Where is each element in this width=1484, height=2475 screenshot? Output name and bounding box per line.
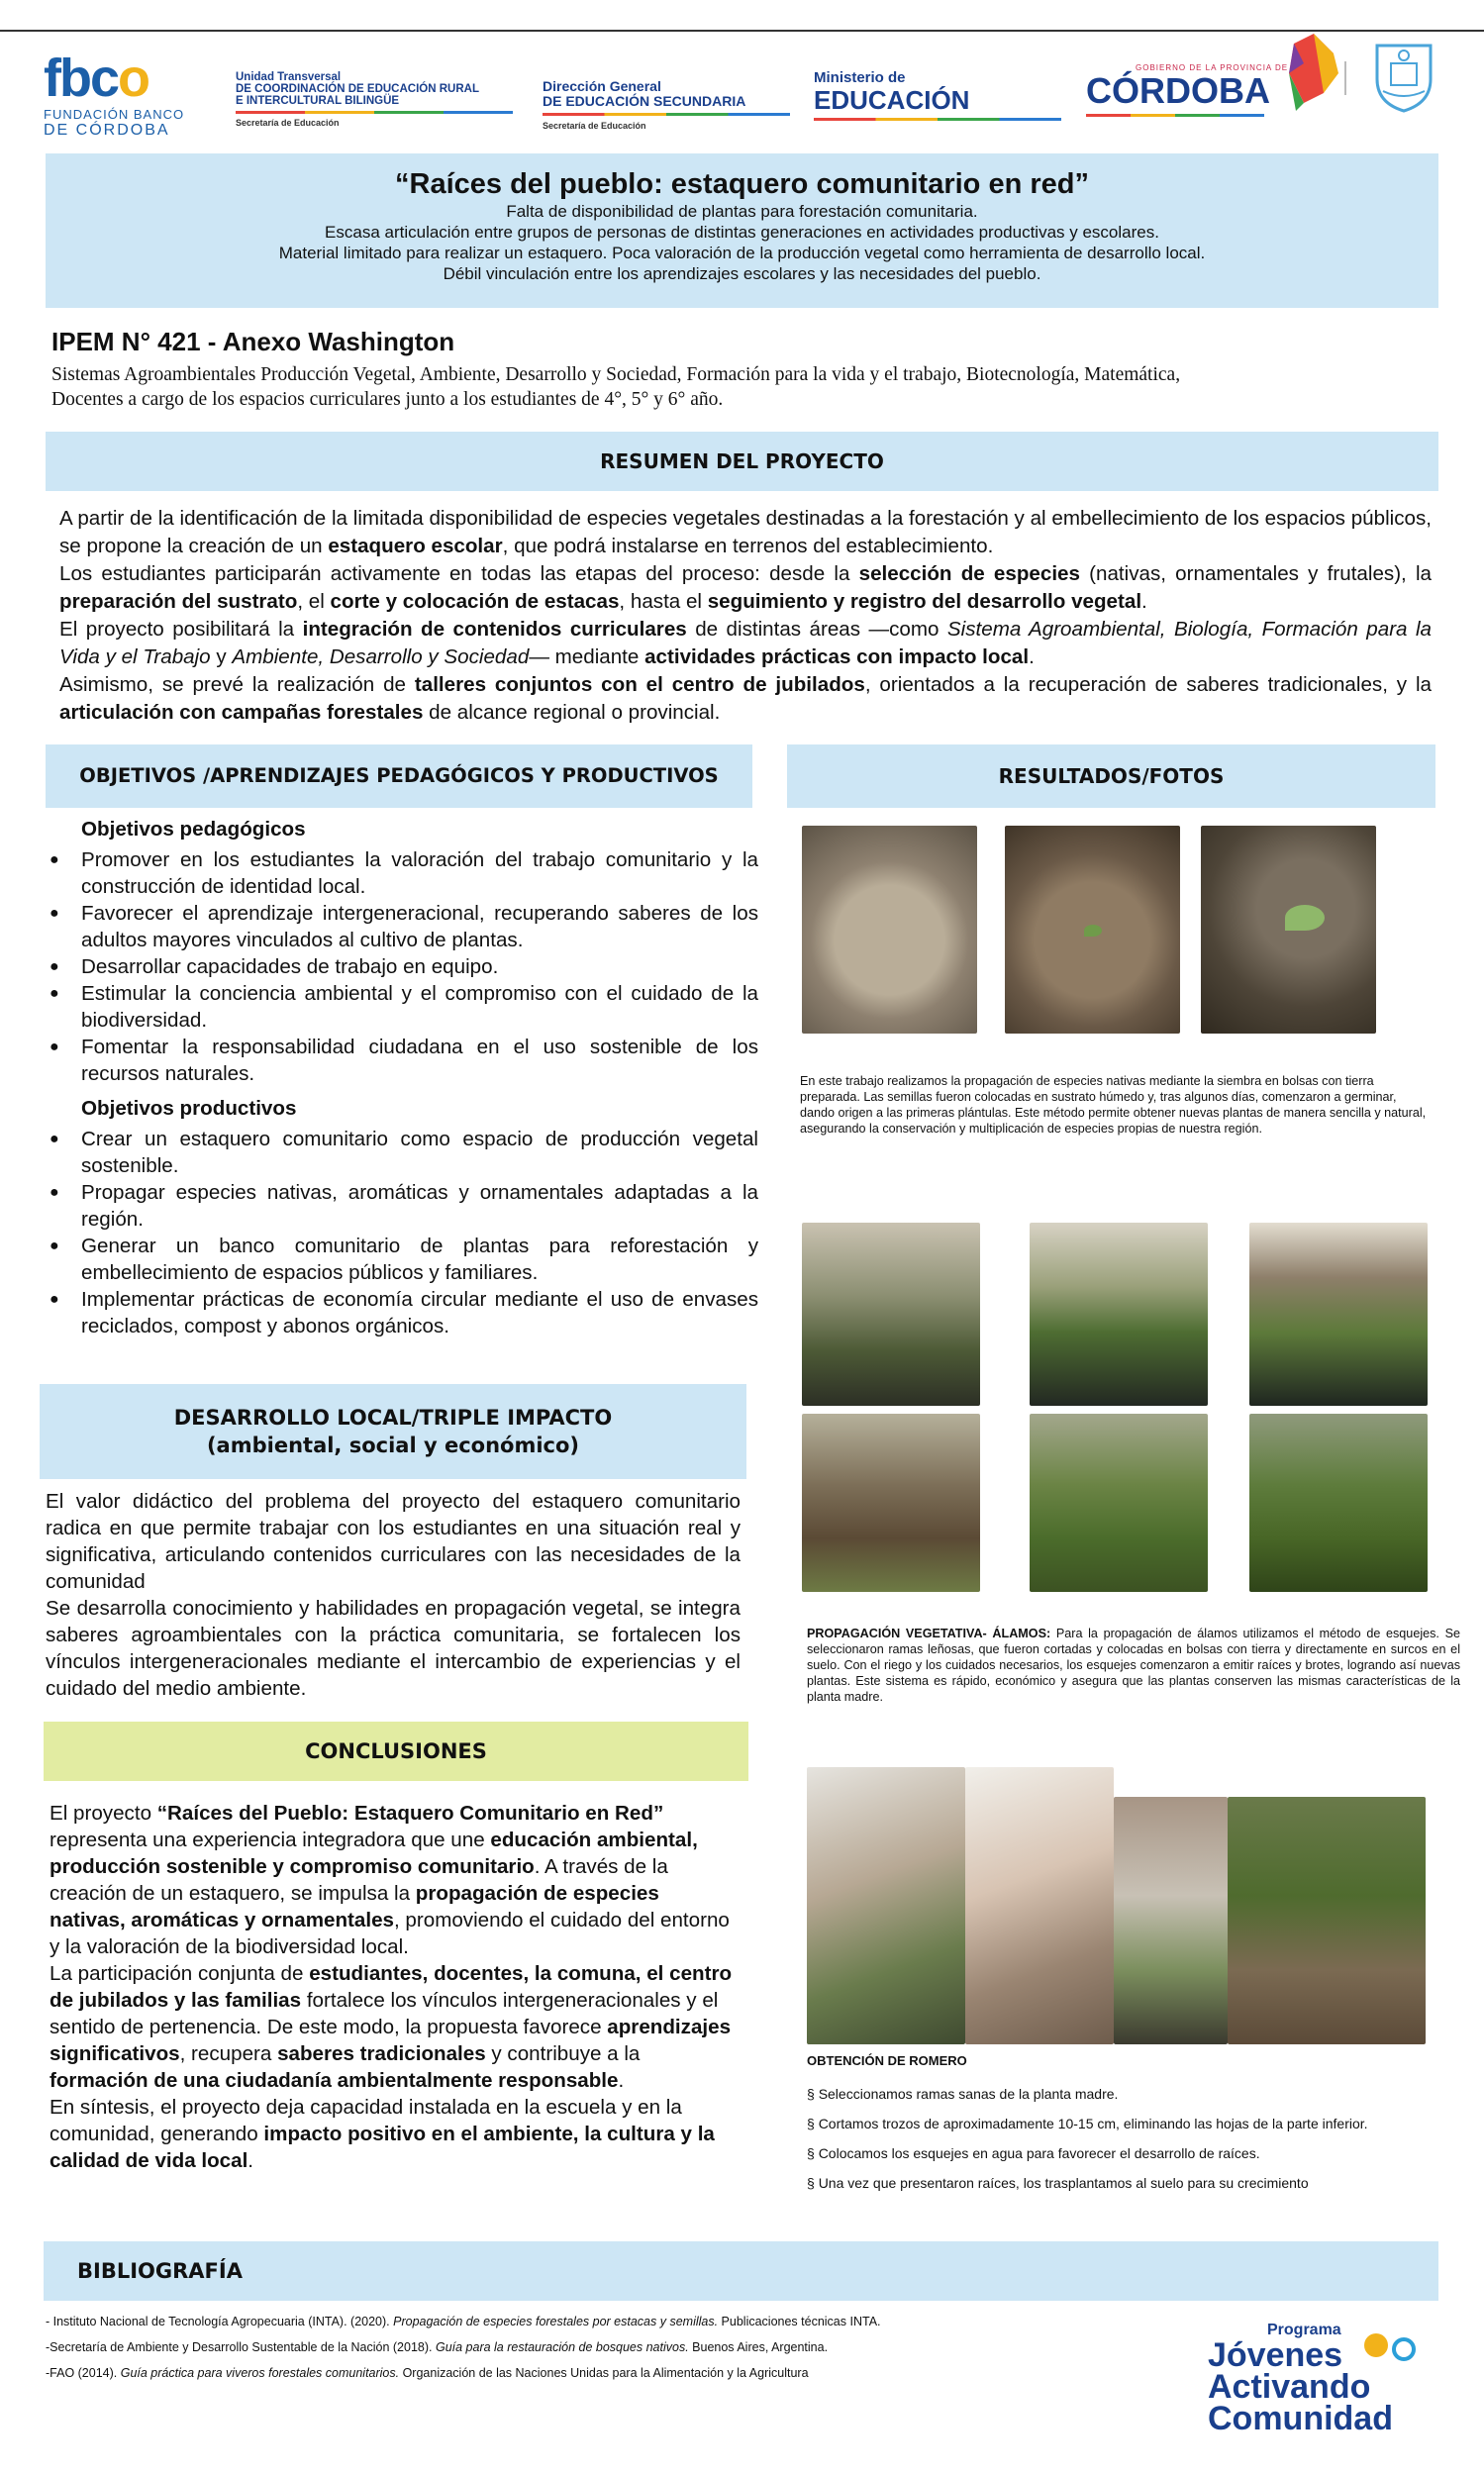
title-box bbox=[46, 153, 1438, 308]
seedling-icon bbox=[1084, 925, 1102, 937]
desarrollo-text bbox=[46, 1488, 741, 1702]
alamos-caption bbox=[807, 1626, 1460, 1705]
bibliografia-header: BIBLIOGRAFÍA bbox=[44, 2241, 1438, 2301]
programa-line2: Jóvenes bbox=[1208, 2336, 1343, 2374]
programa-logo bbox=[1208, 2322, 1445, 2460]
direccion-stripe bbox=[543, 113, 790, 116]
resumen-paragraph-1: A partir de la identificación de la limitada disponibilidad de especies vegetales destinadas a la forestación y al embellecimiento de los espacios públicos, se propone la creación de un estaquero escolar, que podrá instalarse en terrenos del establecimiento. bbox=[59, 507, 1432, 557]
list-item: ● Fomentar la responsabilidad ciudadana en el uso sostenible de los recursos naturales. bbox=[49, 1034, 758, 1087]
poster-title: “Raíces del pueblo: estaquero comunitario en red” bbox=[395, 168, 1089, 200]
school-details bbox=[51, 362, 1437, 412]
objetivos-productivos-list bbox=[49, 1126, 758, 1339]
cutting-photo-1 bbox=[802, 1223, 980, 1406]
direccion-line2: DE EDUCACIÓN SECUNDARIA bbox=[543, 93, 746, 109]
seedling-icon bbox=[1285, 905, 1325, 931]
seed-bag-photo-2 bbox=[1005, 826, 1180, 1034]
unidad-line3: E INTERCULTURAL BILINGÜE bbox=[236, 95, 400, 107]
furrow-photo-2 bbox=[1030, 1414, 1208, 1592]
list-item: ● Estimular la conciencia ambiental y el compromiso con el cuidado de la biodiversidad. bbox=[49, 980, 758, 1034]
programa-line4: Comunidad bbox=[1208, 2400, 1393, 2437]
desarrollo-header-line2: (ambiental, social y económico) bbox=[206, 1434, 580, 1457]
fbc-logo bbox=[44, 51, 192, 141]
romero-photo-4 bbox=[1228, 1797, 1426, 2044]
conclusiones-paragraph-2: La participación conjunta de estudiantes, docentes, la comuna, el centro de jubilados y las familias fortalece los vínculos intergeneracionales y el sentido de pertenencia. De este modo, la propuesta favorece aprendizajes significativos, recupera saberes tradicionales y contribuye a la formación de una ciudadanía ambientalmente responsable. bbox=[49, 1962, 733, 2092]
romero-title: OBTENCIÓN DE ROMERO bbox=[807, 2053, 967, 2068]
desarrollo-header bbox=[40, 1384, 746, 1479]
cordoba-line1: GOBIERNO DE LA PROVINCIA DE bbox=[1136, 63, 1289, 72]
ministerio-logo bbox=[814, 69, 1061, 121]
objetivos-pedagogicos-title: Objetivos pedagógicos bbox=[81, 818, 306, 841]
fbc-logo-o: o bbox=[118, 49, 148, 108]
conclusiones-text bbox=[49, 1800, 741, 2174]
romero-photo-1 bbox=[807, 1767, 965, 2044]
romero-photo-2 bbox=[965, 1767, 1114, 2044]
unidad-line1: Unidad Transversal bbox=[236, 71, 342, 83]
list-item: ● Favorecer el aprendizaje intergeneracional, recuperando saberes de los adultos mayores vinculados al cultivo de plantas. bbox=[49, 900, 758, 953]
list-item: ● Crear un estaquero comunitario como espacio de producción vegetal sostenible. bbox=[49, 1126, 758, 1179]
objetivos-section bbox=[49, 812, 758, 1339]
fbc-logo-main: fbc bbox=[44, 49, 118, 108]
conclusiones-header: CONCLUSIONES bbox=[44, 1722, 748, 1781]
problem-line-4: Débil vinculación entre los aprendizajes escolares y las necesidades del pueblo. bbox=[443, 264, 1041, 283]
unidad-line2: DE COORDINACIÓN DE EDUCACIÓN RURAL bbox=[236, 83, 479, 95]
objetivos-productivos-title: Objetivos productivos bbox=[81, 1097, 297, 1120]
ministerio-line1: Ministerio de bbox=[814, 69, 906, 86]
list-item: § Cortamos trozos de aproximadamente 10-15 cm, eliminando las hojas de la parte inferior. bbox=[807, 2109, 1460, 2138]
unidad-line4: Secretaría de Educación bbox=[236, 118, 340, 128]
list-item: ● Implementar prácticas de economía circular mediante el uso de envases reciclados, compost y abonos orgánicos. bbox=[49, 1286, 758, 1339]
alamos-caption-title: PROPAGACIÓN VEGETATIVA- ÁLAMOS: bbox=[807, 1627, 1051, 1640]
list-item: ● Desarrollar capacidades de trabajo en equipo. bbox=[49, 953, 758, 980]
logo-divider bbox=[1344, 61, 1346, 95]
cordoba-line2: CÓRDOBA bbox=[1086, 70, 1270, 111]
direccion-line3: Secretaría de Educación bbox=[543, 121, 646, 131]
cordoba-logo bbox=[1086, 63, 1324, 117]
lightbulb-icon bbox=[1356, 2327, 1426, 2367]
cutting-photo-3 bbox=[1249, 1223, 1428, 1406]
resumen-header: RESUMEN DEL PROYECTO bbox=[46, 432, 1438, 491]
seed-bag-photo-3 bbox=[1201, 826, 1376, 1034]
direccion-line1: Dirección General bbox=[543, 78, 661, 94]
desarrollo-paragraph-1: El valor didáctico del problema del proyecto del estaquero comunitario radica en que permite trabajar con los estudiantes en una situación real y significativa, articulando contenidos curriculares con las necesidades de la comunidad bbox=[46, 1490, 741, 1593]
resumen-text bbox=[59, 505, 1432, 727]
furrow-photo-1 bbox=[802, 1414, 980, 1592]
school-name: IPEM N° 421 - Anexo Washington bbox=[51, 327, 455, 356]
fbc-logo-line1: FUNDACIÓN BANCO bbox=[44, 107, 185, 122]
cutting-photo-2 bbox=[1030, 1223, 1208, 1406]
reference-3: -FAO (2014). Guía práctica para viveros forestales comunitarios. Organización de las Naciones Unidas para la Alimentación y la Agricultura bbox=[46, 2366, 809, 2380]
conclusiones-paragraph-1: El proyecto “Raíces del Pueblo: Estaquero Comunitario en Red” representa una experiencia integradora que une educación ambiental, producción sostenible y compromiso comunitario. A través de la creación de un estaquero, se impulsa la propagación de especies nativas, aromáticas y ornamentales, promoviendo el cuidado del entorno y la valoración de la biodiversidad local. bbox=[49, 1802, 730, 1958]
programa-line1: Programa bbox=[1267, 2322, 1341, 2338]
reference-1: - Instituto Nacional de Tecnología Agropecuaria (INTA). (2020). Propagación de especies forestales por estacas y semillas. Publicaciones técnicas INTA. bbox=[46, 2315, 881, 2328]
conclusiones-paragraph-3: En síntesis, el proyecto deja capacidad instalada en la escuela y en la comunidad, generando impacto positivo en el ambiente, la cultura y la calidad de vida local. bbox=[49, 2096, 715, 2172]
list-item: § Seleccionamos ramas sanas de la planta madre. bbox=[807, 2079, 1460, 2109]
list-item: ● Propagar especies nativas, aromáticas y ornamentales adaptadas a la región. bbox=[49, 1179, 758, 1233]
objetivos-pedagogicos-list bbox=[49, 846, 758, 1087]
problem-line-2: Escasa articulación entre grupos de personas de distintas generaciones en actividades productivas y escolares. bbox=[325, 223, 1159, 242]
resumen-paragraph-3: El proyecto posibilitará la integración de contenidos curriculares de distintas áreas —como Sistema Agroambiental, Biología, Formación para la Vida y el Trabajo y Ambiente, Desarrollo y Sociedad— mediante actividades prácticas con impacto local. bbox=[59, 618, 1432, 668]
cordoba-emblem-icon bbox=[1284, 34, 1341, 113]
list-item: § Colocamos los esquejes en agua para favorecer el desarrollo de raíces. bbox=[807, 2138, 1460, 2168]
unidad-transversal-logo bbox=[236, 71, 513, 129]
problem-line-3: Material limitado para realizar un estaquero. Poca valoración de la producción vegetal como herramienta de desarrollo local. bbox=[278, 244, 1206, 262]
desarrollo-header-line1: DESARROLLO LOCAL/TRIPLE IMPACTO bbox=[173, 1406, 613, 1430]
programa-line3: Activando bbox=[1208, 2368, 1371, 2406]
desarrollo-paragraph-2: Se desarrolla conocimiento y habilidades en propagación vegetal, se integra saberes agroambientales con la práctica comunitaria, se fortalecen los vínculos intergeneracionales mediante el intercambio de experiencias y el cuidado del medio ambiente. bbox=[46, 1597, 741, 1700]
seed-bag-photo-1 bbox=[802, 826, 977, 1034]
furrow-photo-3 bbox=[1249, 1414, 1428, 1592]
ministerio-stripe bbox=[814, 118, 1061, 121]
list-item: ● Promover en los estudiantes la valoración del trabajo comunitario y la construcción de identidad local. bbox=[49, 846, 758, 900]
objetivos-header: OBJETIVOS /APRENDIZAJES PEDAGÓGICOS Y PRODUCTIVOS bbox=[46, 744, 752, 808]
top-rule bbox=[0, 30, 1484, 32]
reference-2: -Secretaría de Ambiente y Desarrollo Sustentable de la Nación (2018). Guía para la restauración de bosques nativos. Buenos Aires, Argentina. bbox=[46, 2340, 829, 2354]
resumen-paragraph-4: Asimismo, se prevé la realización de talleres conjuntos con el centro de jubilados, orientados a la recuperación de saberes tradicionales, y la articulación con campañas forestales de alcance regional o provincial. bbox=[59, 673, 1432, 724]
school-subjects: Sistemas Agroambientales Producción Vegetal, Ambiente, Desarrollo y Sociedad, Formación para la vida y el trabajo, Biotecnología, Matemática, bbox=[51, 364, 1181, 385]
ministerio-line2: EDUCACIÓN bbox=[814, 85, 970, 115]
cordoba-stripe bbox=[1086, 114, 1264, 117]
direccion-general-logo bbox=[543, 79, 790, 134]
school-teachers: Docentes a cargo de los espacios curriculares junto a los estudiantes de 4°, 5° y 6° año. bbox=[51, 389, 724, 410]
list-item: ● Generar un banco comunitario de plantas para reforestación y embellecimiento de espacios públicos y familiares. bbox=[49, 1233, 758, 1286]
romero-steps bbox=[807, 2079, 1460, 2198]
romero-photo-3 bbox=[1114, 1797, 1228, 2044]
resultados-header: RESULTADOS/FOTOS bbox=[787, 744, 1435, 808]
municipal-shield-icon bbox=[1369, 40, 1438, 115]
unidad-stripe bbox=[236, 111, 513, 114]
fbc-logo-line2: DE CÓRDOBA bbox=[44, 122, 170, 139]
problem-line-1: Falta de disponibilidad de plantas para forestación comunitaria. bbox=[506, 202, 978, 221]
list-item: § Una vez que presentaron raíces, los trasplantamos al suelo para su crecimiento bbox=[807, 2168, 1460, 2198]
alamos-caption-body: Para la propagación de álamos utilizamos el método de esquejes. Se seleccionaron ramas leñosas, que fueron cortadas y colocadas en bolsas con tierra y directamente en surcos en el suelo. Con el riego y los cuidados necesarios, los esquejes comenzaron a emitir raíces y brotes, logrando así nuevas plantas. Este sistema es rápido, económico y asegura que las plantas conserven las mismas características de la planta madre. bbox=[807, 1627, 1460, 1704]
resumen-paragraph-2: Los estudiantes participarán activamente en todas las etapas del proceso: desde la selección de especies (nativas, ornamentales y frutales), la preparación del sustrato, el corte y colocación de estacas, hasta el seguimiento y registro del desarrollo vegetal. bbox=[59, 562, 1432, 613]
seed-caption: En este trabajo realizamos la propagación de especies nativas mediante la siembra en bolsas con tierra preparada. Las semillas fueron colocadas en sustrato húmedo y, tras algunos días, comenzaron a germinar, dando origen a las primeras plántulas. Este método permite obtener nuevas plantas de manera sencilla y natural, asegurando la conservación y multiplicación de especies propias de nuestra región. bbox=[800, 1074, 1427, 1136]
